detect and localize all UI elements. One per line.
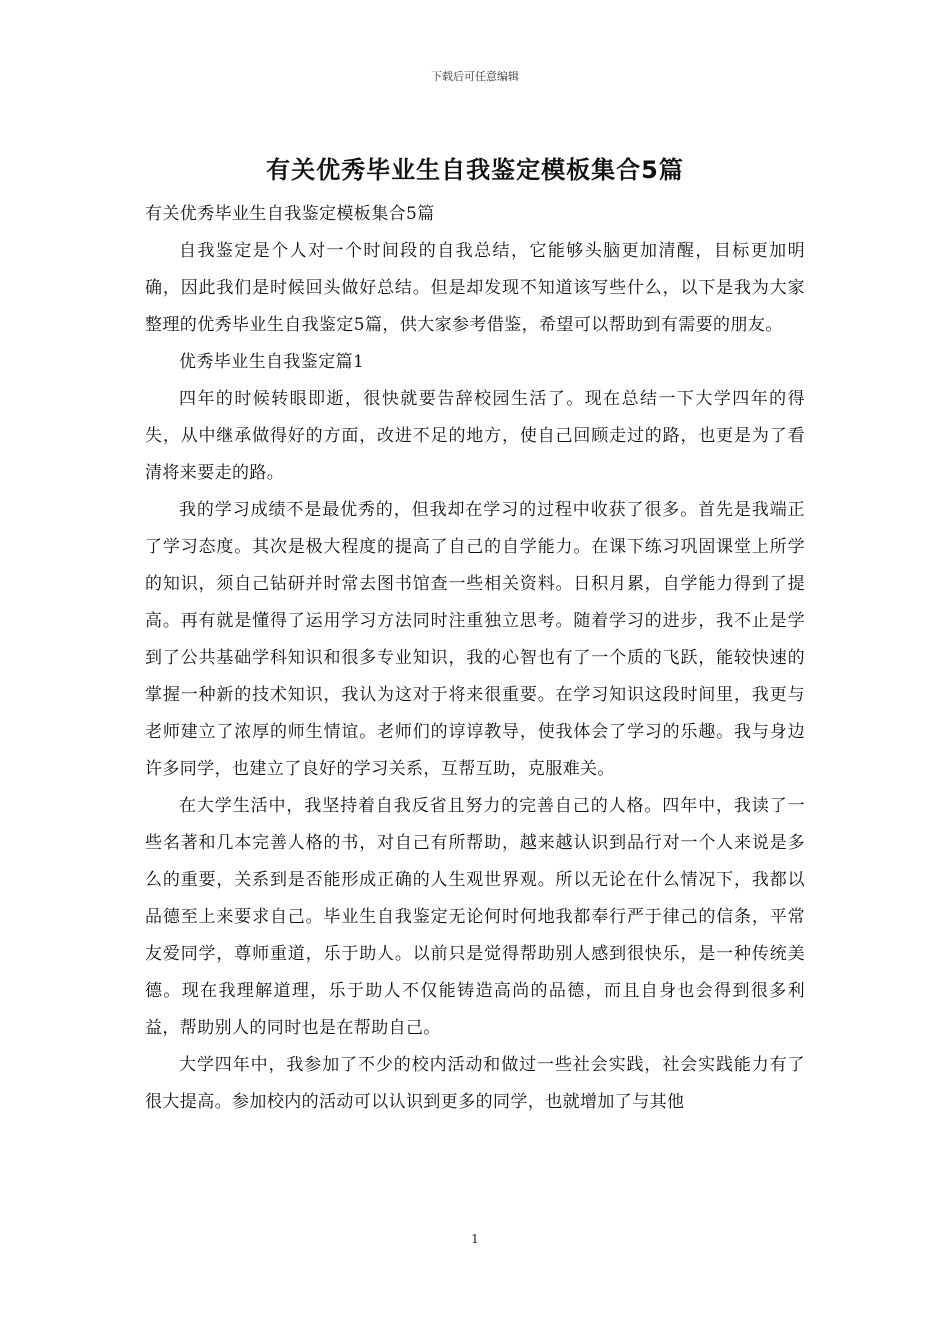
document-title: 有关优秀毕业生自我鉴定模板集合5篇 bbox=[266, 156, 684, 184]
body-paragraph: 大学四年中，我参加了不少的校内活动和做过一些社会实践，社会实践能力有了很大提高。参加校内的活动可以认识到更多的同学，也就增加了与其他 bbox=[145, 1055, 805, 1112]
body-paragraph: 在大学生活中，我坚持着自我反省且努力的完善自己的人格。四年中，我读了一些名著和几本完善人格的书，对自己有所帮助，越来越认识到品行对一个人来说是多么的重要，关系到是否能形成正确的人生观世界观。所以无论在什么情况下，我都以品德至上来要求自己。毕业生自我鉴定无论何时何地我都奉行严于律己的信条，平常友爱同学，尊师重道，乐于助人。以前只是觉得帮助别人感到很快乐，是一种传统美德。现在我理解道理，乐于助人不仅能铸造高尚的品德，而且自身也会得到很多利益，帮助别人的同时也是在帮助自己。 bbox=[145, 796, 805, 1038]
body-paragraph: 四年的时候转眼即逝，很快就要告辞校园生活了。现在总结一下大学四年的得失，从中继承做得好的方面，改进不足的地方，使自己回顾走过的路，也更是为了看清将来要走的路。 bbox=[145, 389, 805, 483]
section-heading: 优秀毕业生自我鉴定篇1 bbox=[179, 352, 365, 372]
page-number: 1 bbox=[471, 1232, 479, 1246]
subtitle-paragraph: 有关优秀毕业生自我鉴定模板集合5篇 bbox=[145, 204, 435, 224]
page-header-note: 下载后可任意编辑 bbox=[431, 70, 519, 83]
body-paragraph: 我的学习成绩不是最优秀的，但我却在学习的过程中收获了很多。首先是我端正了学习态度。其次是极大程度的提高了自己的自学能力。在课下练习巩固课堂上所学的知识，须自己钻研并时常去图书馆查一些相关资料。日积月累，自学能力得到了提高。再有就是懂得了运用学习方法同时注重独立思考。随着学习的进步，我不止是学到了公共基础学科知识和很多专业知识，我的心智也有了一个质的飞跃，能较快速的掌握一种新的技术知识，我认为这对于将来很重要。在学习知识这段时间里，我更与老师建立了浓厚的师生情谊。老师们的谆谆教导，使我体会了学习的乐趣。我与身边许多同学，也建立了良好的学习关系，互帮互助，克服难关。 bbox=[145, 500, 805, 779]
document-body bbox=[145, 196, 805, 1121]
intro-paragraph: 自我鉴定是个人对一个时间段的自我总结，它能够头脑更加清醒，目标更加明确，因此我们是时候回头做好总结。但是却发现不知道该写些什么，以下是我为大家整理的优秀毕业生自我鉴定5篇，供大家参考借鉴，希望可以帮助到有需要的朋友。 bbox=[145, 241, 805, 335]
